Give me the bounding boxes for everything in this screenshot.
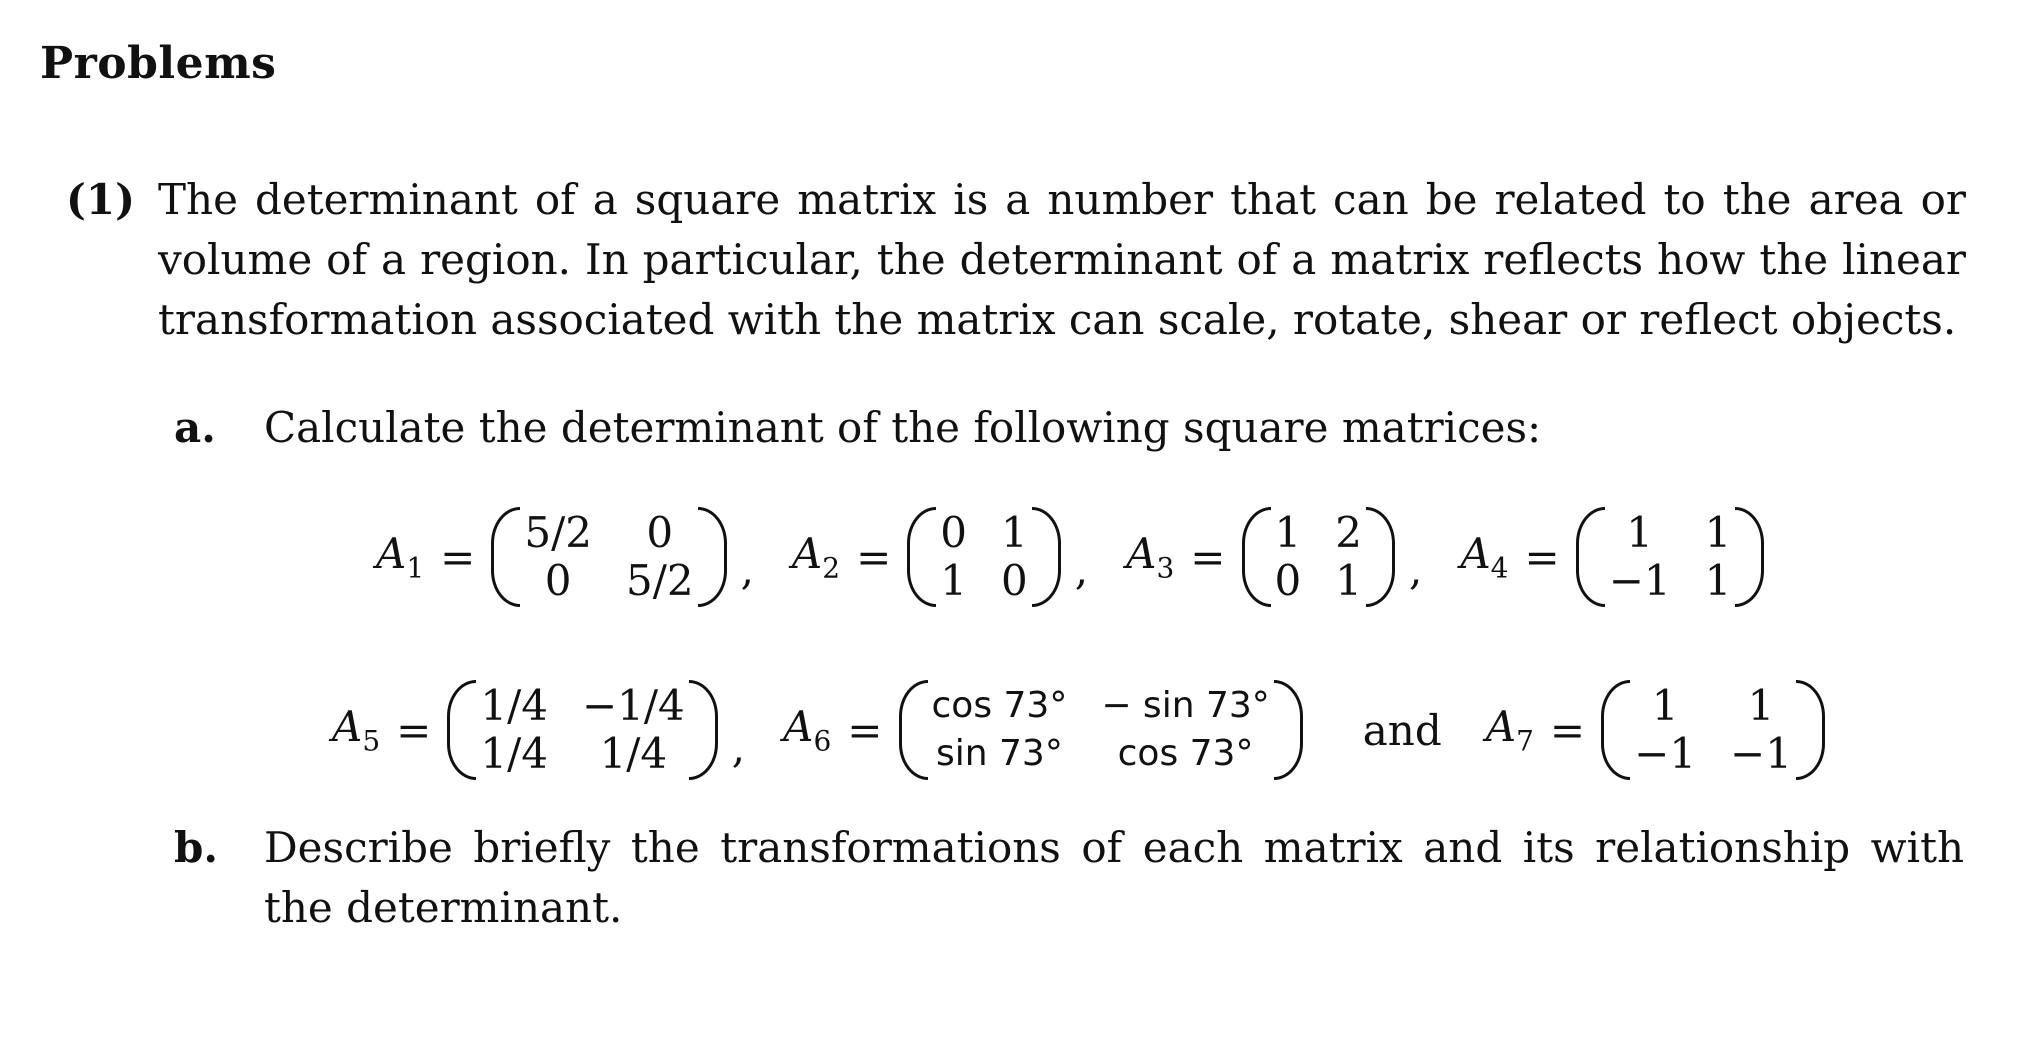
right-paren	[1796, 680, 1825, 780]
left-paren	[899, 680, 928, 780]
equals-sign: =	[856, 532, 892, 582]
matrix-cell: 1	[1335, 556, 1362, 605]
matrix-cell: 5/2	[625, 556, 694, 605]
right-paren	[1735, 507, 1764, 607]
matrix-cell: 5/2	[524, 508, 592, 557]
matrix-cell: 0	[1274, 556, 1302, 605]
part-b-text: Describe briefly the transformations of each matrix and its relationship with the determinant.	[264, 823, 1964, 932]
matrix-cell: cos 73°	[1117, 733, 1254, 774]
equals-sign: =	[396, 705, 432, 755]
matrix-cell: 0	[1001, 556, 1028, 605]
part-b	[174, 818, 1964, 938]
matrix-cell: 1	[1001, 508, 1028, 557]
matrix-cell: 1	[1747, 681, 1775, 730]
comma: ,	[1408, 545, 1423, 594]
comma: ,	[731, 723, 746, 772]
matrix-cell: 2	[1335, 508, 1362, 557]
matrix-a3	[1242, 507, 1395, 607]
matrix-cell: 1/4	[480, 681, 548, 730]
equals-sign: =	[847, 705, 883, 755]
left-paren	[447, 680, 476, 780]
matrix-cell: 0	[940, 508, 968, 557]
matrix-cell: 1	[1704, 556, 1732, 605]
matrix-a6	[899, 680, 1303, 780]
matrix-cell: cos 73°	[931, 685, 1068, 726]
right-paren	[689, 680, 718, 780]
matrix-row-2	[332, 670, 1825, 790]
matrix-a1-name: $A_1$	[376, 529, 425, 585]
comma: ,	[740, 545, 754, 594]
problem-statement: The determinant of a square matrix is a number that can be related to the area or volume of a region. In particular, the determinant of a matrix reflects how the linear transformation associated with the matrix can scale, rotate, shear or reflect objects.	[158, 175, 1966, 344]
matrix-cell: 1	[1651, 681, 1679, 730]
left-paren	[1576, 507, 1605, 607]
matrix-cell: 0	[646, 508, 674, 557]
matrix-cell: 1	[1704, 508, 1732, 557]
left-paren	[907, 507, 936, 607]
matrix-a4	[1576, 507, 1765, 607]
part-b-label: b.	[174, 823, 218, 872]
left-paren	[1601, 680, 1630, 780]
matrix-cell: −1	[1608, 556, 1671, 605]
matrix-a2	[907, 507, 1060, 607]
right-paren	[1274, 680, 1303, 780]
equals-sign: =	[440, 532, 476, 582]
matrix-row-1	[376, 502, 1764, 612]
problem-1	[66, 170, 1966, 350]
matrix-a7-name: $A_7$	[1485, 702, 1534, 758]
matrix-a1	[491, 507, 726, 607]
matrix-cell: 1/4	[480, 729, 548, 778]
matrix-cell: 1	[940, 556, 968, 605]
matrix-a4-name: $A_4$	[1460, 529, 1509, 585]
matrix-a2-name: $A_2$	[791, 529, 841, 585]
matrix-a6-name: $A_6$	[783, 702, 832, 758]
equals-sign: =	[1190, 532, 1226, 582]
part-a	[174, 398, 1944, 458]
matrix-a5-name: $A_5$	[332, 702, 381, 758]
equals-sign: =	[1549, 705, 1586, 755]
problem-number: (1)	[66, 175, 135, 224]
right-paren	[1032, 507, 1061, 607]
part-a-text: Calculate the determinant of the following square matrices:	[264, 403, 1542, 452]
matrix-cell: 1/4	[599, 729, 668, 778]
matrix-cell: − sin 73°	[1101, 685, 1270, 726]
matrix-cell: 1	[1626, 508, 1654, 557]
comma: ,	[1074, 545, 1089, 594]
matrix-cell: −1	[1730, 729, 1792, 778]
matrix-a5	[447, 680, 717, 780]
matrix-a3-name: $A_3$	[1126, 529, 1175, 585]
part-a-label: a.	[174, 403, 216, 452]
left-paren	[1242, 507, 1271, 607]
equals-sign: =	[1524, 532, 1560, 582]
matrix-a7	[1601, 680, 1825, 780]
matrix-cell: −1	[1634, 729, 1697, 778]
right-paren	[698, 507, 727, 607]
section-heading: Problems	[40, 38, 277, 89]
matrix-cell: −1/4	[581, 681, 685, 730]
right-paren	[1366, 507, 1395, 607]
matrix-cell: 1	[1274, 508, 1302, 557]
left-paren	[491, 507, 520, 607]
matrix-cell: 0	[544, 556, 572, 605]
and-conjunction: and	[1362, 705, 1442, 755]
matrix-cell: sin 73°	[936, 733, 1063, 774]
